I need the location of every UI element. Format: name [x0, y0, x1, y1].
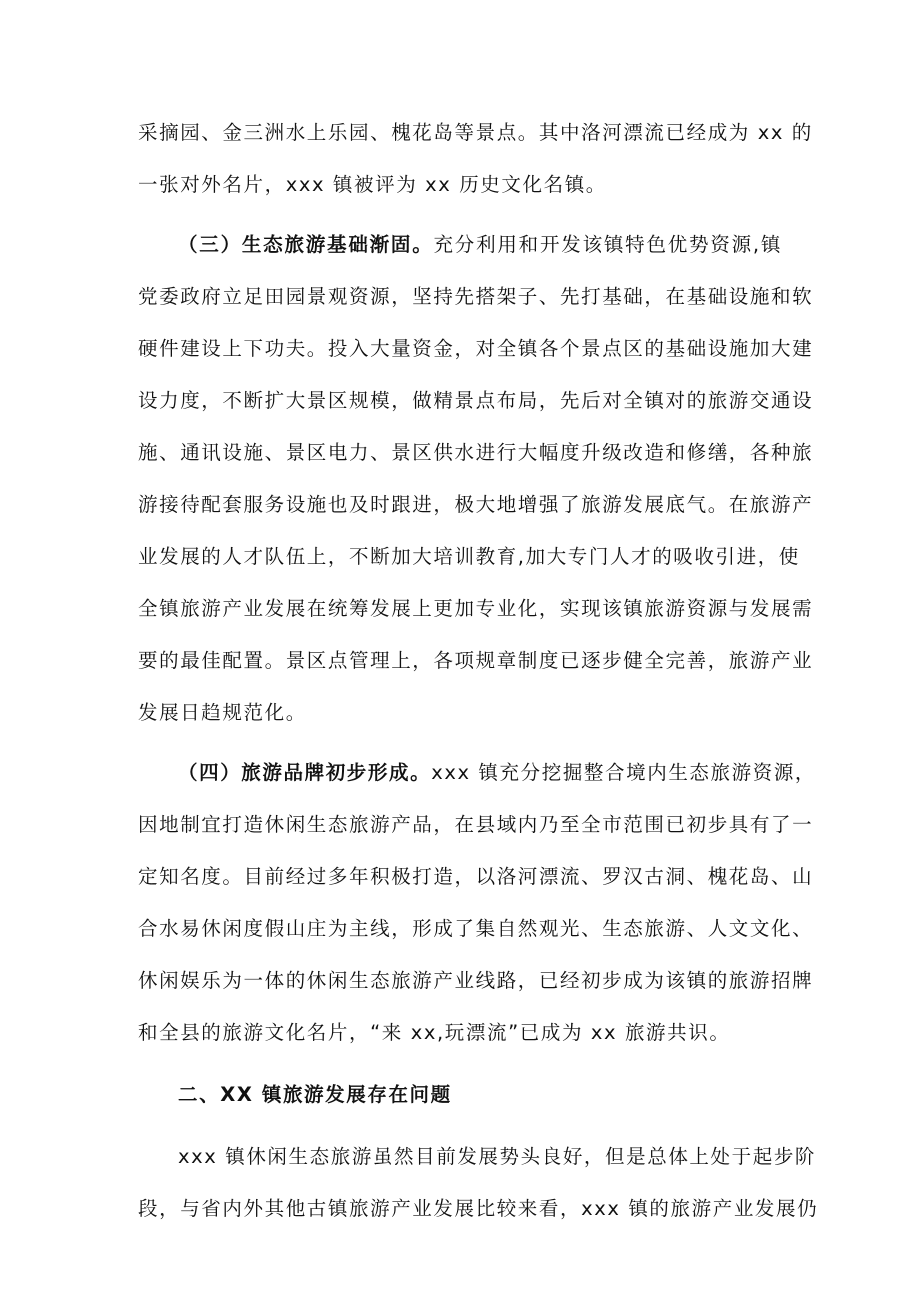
text-line: 硬件建设上下功夫。投入大量资金，对全镇各个景点区的基础设施加大建 [138, 337, 814, 360]
paragraph-scenic-spots [138, 112, 813, 216]
subsection-heading: （四）旅游品牌初步形成。 [178, 761, 432, 784]
paragraph-ecotourism-foundation [138, 224, 814, 744]
text-line: 业发展的人才队伍上，不断加大培训教育,加大专门人才的吸收引进，使 [138, 545, 800, 568]
text-line: 党委政府立足田园景观资源，坚持先搭架子、先打基础，在基础设施和软 [138, 285, 814, 308]
text-line: 设力度，不断扩大景区规模，做精景点布局，先后对全镇对的旅游交通设 [138, 389, 814, 412]
text-line: 因地制宜打造休闲生态旅游产品，在县域内乃至全市范围已初步具有了一 [138, 813, 814, 836]
text-line [138, 224, 782, 276]
text-line [138, 752, 817, 804]
text-line: 段，与省内外其他古镇旅游产业发展比较来看，xxx 镇的旅游产业发展仍 [138, 1197, 819, 1220]
text-line: 游接待配套服务设施也及时跟进，极大地增强了旅游发展底气。在旅游产 [138, 493, 814, 516]
section-heading: 二、XX 镇旅游发展存在问题 [178, 1083, 452, 1106]
text-line: 施、通讯设施、景区电力、景区供水进行大幅度升级改造和修缮，各种旅 [138, 441, 814, 464]
text-line: 采摘园、金三洲水上乐园、槐花岛等景点。其中洛河漂流已经成为 xx 的 [138, 121, 813, 144]
text-line: 全镇旅游产业发展在统筹发展上更加专业化，实现该镇旅游资源与发展需 [138, 597, 814, 620]
paragraph-problems-intro [138, 1136, 819, 1240]
text-line: 要的最佳配置。景区点管理上，各项规章制度已逐步健全完善，旅游产业 [138, 649, 814, 672]
text-line: xxx 镇休闲生态旅游虽然目前发展势头良好，但是总体上处于起步阶 [178, 1145, 817, 1168]
text-span: xxx 镇充分挖掘整合境内生态旅游资源， [431, 761, 817, 784]
text-line: 定知名度。目前经过多年积极打造，以洛河漂流、罗汉古洞、槐花岛、山 [138, 865, 814, 888]
document-page [138, 112, 819, 1240]
text-line: 一张对外名片，xxx 镇被评为 xx 历史文化名镇。 [138, 173, 607, 196]
text-line: 休闲娱乐为一体的休闲生态旅游产业线路，已经初步成为该镇的旅游招牌 [138, 969, 814, 992]
subsection-heading: （三）生态旅游基础渐固。 [178, 233, 434, 256]
text-line: 合水易休闲度假山庄为主线，形成了集自然观光、生态旅游、人文文化、 [138, 917, 814, 940]
text-line: 和全县的旅游文化名片，“来 xx,玩漂流”已成为 xx 旅游共识。 [138, 1021, 731, 1044]
paragraph-tourism-brand [138, 752, 817, 1064]
text-line: 发展日趋规范化。 [138, 701, 307, 724]
text-span: 充分利用和开发该镇特色优势资源,镇 [433, 233, 782, 256]
